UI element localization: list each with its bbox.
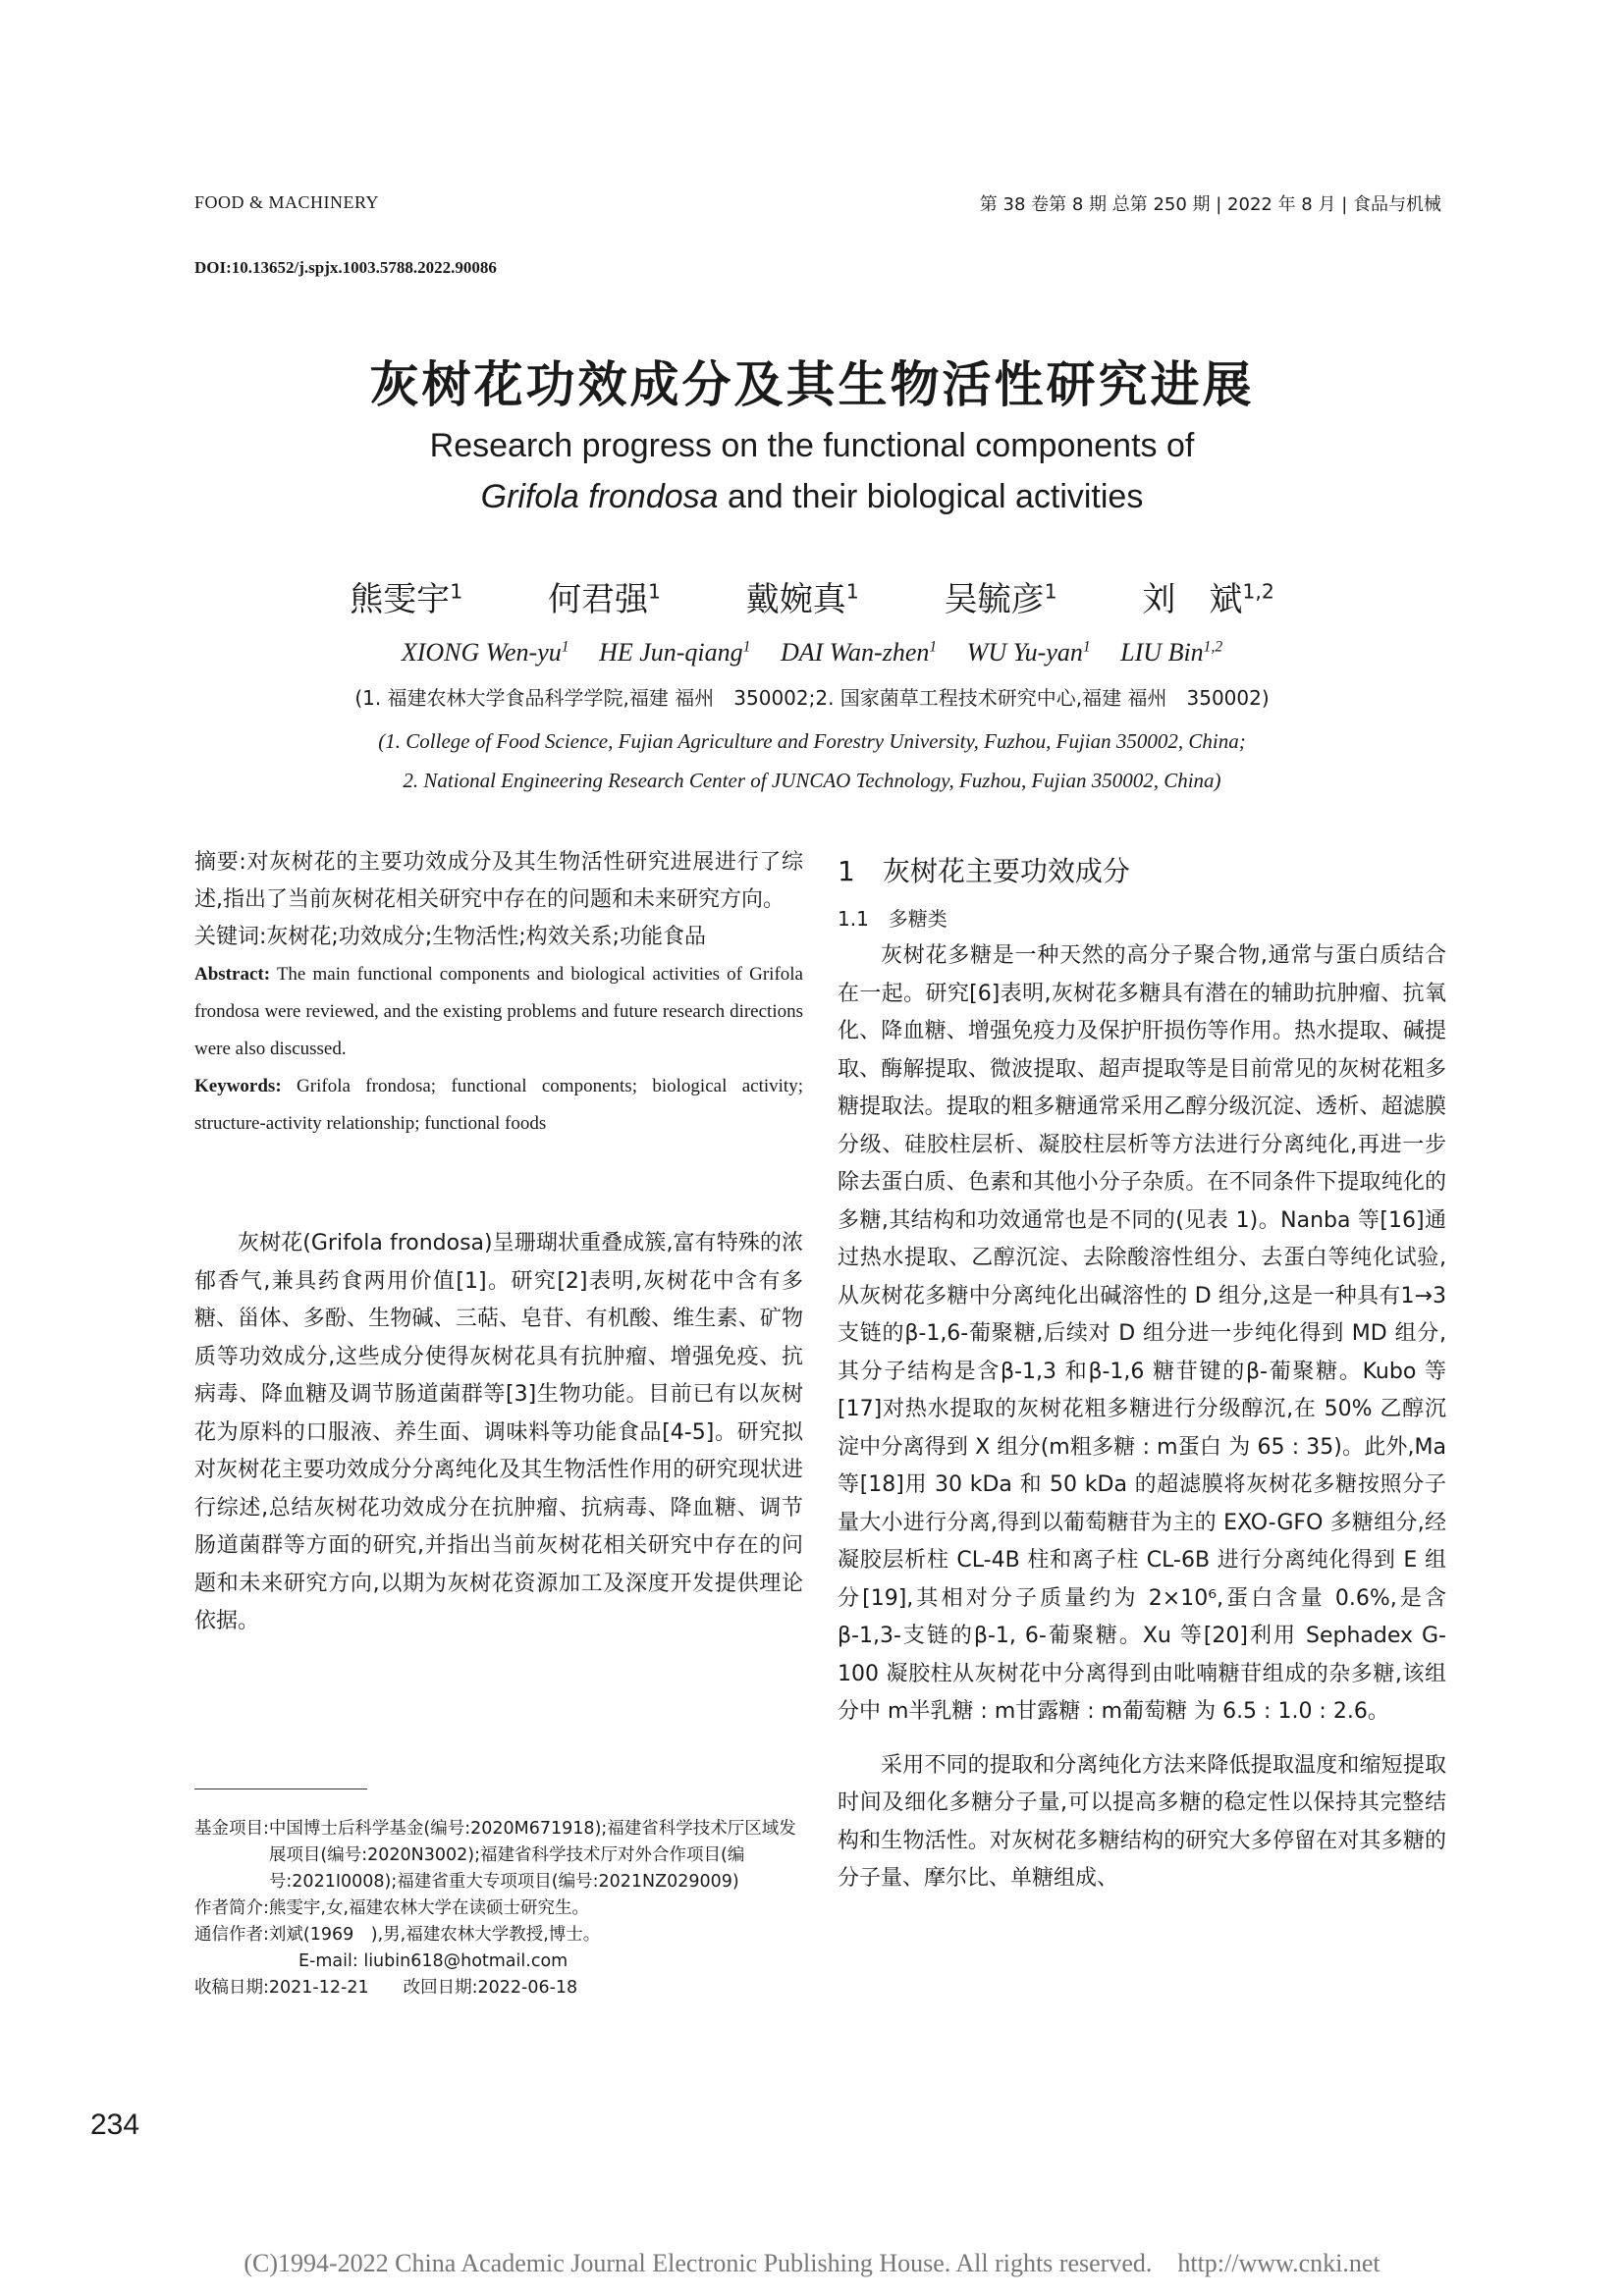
author-en: LIU Bin$^{1,2}$	[1120, 638, 1223, 667]
author-cn: 吴毓彦$^1$	[944, 579, 1057, 619]
intro-paragraph: 灰树花(Grifola frondosa)呈珊瑚状重叠成簇,富有特殊的浓郁香气,兼具药食两用价值[1]。研究[2]表明,灰树花中含有多糖、甾体、多酚、生物碱、三萜、皂苷、有机酸、维生素、矿物质等功效成分,这些成分使得灰树花具有抗肿瘤、增强免疫、抗病毒、降血糖及调节肠道菌群等[3]生物功能。目前已有以灰树花为原料的口服液、养生面、调味料等功能食品[4-5]。研究拟对灰树花主要功效成分分离纯化及其生物活性作用的研究现状进行综述,总结灰树花功效成分在抗肿瘤、抗病毒、降血糖、调节肠道菌群等方面的研究,并指出当前灰树花相关研究中存在的问题和未来研究方向,以期为灰树花资源加工及深度开发提供理论依据。	[194, 1231, 803, 1633]
footnote-dates: 收稿日期:2021-12-21 改回日期:2022-06-18	[194, 1978, 578, 1998]
title-english-line2-rest: and their biological activities	[718, 478, 1144, 515]
author-cn: 戴婉真$^1$	[745, 579, 859, 619]
body-paragraph: 采用不同的提取和分离纯化方法来降低提取温度和缩短提取时间及细化多糖分子量,可以提高多糖的稳定性以保持其完整结构和生物活性。对灰树花多糖结构的研究大多停留在对其多糖的分子量、摩尔比、单糖组成、	[838, 1752, 1446, 1891]
abstract-english	[194, 956, 803, 1068]
keywords-chinese: 关键词:灰树花;功效成分;生物活性;构效关系;功能食品	[194, 925, 707, 949]
doi[interactable]: DOI:10.13652/j.spjx.1003.5788.2022.90086	[194, 258, 497, 277]
authors-chinese	[0, 572, 1624, 620]
body-paragraph: 灰树花多糖是一种天然的高分子聚合物,通常与蛋白质结合在一起。研究[6]表明,灰树花多糖具有潜在的辅助抗肿瘤、抗氧化、降血糖、增强免疫力及保护肝损伤等作用。热水提取、碱提取、酶解提取、微波提取、超声提取等是目前常见的灰树花粗多糖提取法。提取的粗多糖通常采用乙醇分级沉淀、透析、超滤膜分级、硅胶柱层析、凝胶柱层析等方法进行分离纯化,再进一步除去蛋白质、色素和其他小分子杂质。在不同条件下提取纯化的多糖,其结构和功效通常也是不同的(见表 1)。Nanba 等[16]通过热水提取、乙醇沉淀、去除酸溶性组分、去蛋白等纯化试验,从灰树花多糖中分离纯化出碱溶性的 D 组分,这是一种具有1→3 支链的β-1,6-葡聚糖,后续对 D 组分进一步纯化得到 MD 组分,其分子结构是含β-1,3 和β-1,6 糖苷键的β-葡聚糖。Kubo 等[17]对热水提取的灰树花粗多糖进行分级醇沉,在 50% 乙醇沉淀中分离得到 X 组分(m粗多糖 : m蛋白 为 65 : 35)。此外,Ma 等[18]用 30 kDa 和 50 kDa 的超滤膜将灰树花多糖按照分子量大小进行分离,得到以葡萄糖苷为主的 EXO-GFO 多糖组分,经凝胶层析柱 CL-4B 柱和离子柱 CL-6B 进行分离纯化得到 E 组分[19],其相对分子质量约为 2×10⁶,蛋白含量 0.6%,是含β-1,3-支链的β-1, 6-葡聚糖。Xu 等[20]利用 Sephadex G-100 凝胶柱从灰树花中分离得到由吡喃糖苷组成的杂多糖,该组分中 m半乳糖 : m甘露糖 : m葡萄糖 为 6.5 : 1.0 : 2.6。	[838, 943, 1446, 1724]
footnote-fund: 基金项目: 中国博士后科学基金(编号:2020M671918);福建省科学技术厅区域发展项目(编号:2020N3002);福建省科学技术厅对外合作项目(编号:2021I0008);福建省重大专项项目(编号:2021NZ029009)	[194, 1819, 796, 1892]
author-en: WU Yu-yan$^1$	[966, 638, 1091, 667]
running-header-journal: FOOD & MACHINERY	[194, 192, 380, 212]
title-species-italic: Grifola frondosa	[480, 478, 719, 515]
abstract-english-label: Abstract:	[194, 964, 271, 985]
title-chinese: 灰树花功效成分及其生物活性研究进展	[369, 356, 1255, 413]
title-english	[0, 420, 1624, 522]
author-cn: 何君强$^1$	[547, 579, 661, 619]
footnotes	[194, 1816, 803, 2002]
footnote-author: 作者简介: 熊雯宇,女,福建农林大学在读硕士研究生。	[194, 1898, 590, 1918]
author-cn: 刘 斌$^{1,2}$	[1142, 579, 1274, 619]
affiliation-english-line2: 2. National Engineering Research Center of JUNCAO Technology, Fuzhou, Fujian 350002, China)	[403, 769, 1221, 792]
affiliation-english-line1: (1. College of Food Science, Fujian Agriculture and Forestry University, Fuzhou, Fujian 350002, China;	[378, 729, 1246, 753]
affiliation-chinese: (1. 福建农林大学食品科学学院,福建 福州 350002;2. 国家菌草工程技术研究中心,福建 福州 350002)	[354, 686, 1270, 710]
title-english-line2	[0, 471, 1624, 522]
running-header-issue: 第 38 卷第 8 期 总第 250 期 | 2022 年 8 月 | 食品与机械	[979, 194, 1441, 215]
footnote-corresponding: 通信作者: 刘斌(1969 ),男,福建农林大学教授,博士。	[194, 1925, 601, 1945]
authors-english	[0, 638, 1624, 667]
author-en: XIONG Wen-$yu^1$	[401, 638, 569, 667]
polysaccharide-section-body	[838, 937, 1446, 1898]
abstract-english-text: The main functional components and biological activities of Grifola frondosa were reviewed, and the existing problems and future research directions were also discussed.	[194, 964, 803, 1059]
keywords-english-text: Grifola frondosa; functional components; biological activity; structure-activity relationship; functional foods	[194, 1076, 803, 1134]
introduction	[194, 1225, 803, 1641]
copyright-watermark: (C)1994-2022 China Academic Journal Electronic Publishing House. All rights reserved. http://www.cnki.net	[244, 2249, 1380, 2277]
section-heading-1: 1 灰树花主要功效成分	[838, 855, 1130, 887]
page-number: 234	[90, 2109, 140, 2141]
abstract-block	[194, 844, 803, 1143]
title-english-line1: Research progress on the functional components of	[429, 427, 1195, 464]
keywords-english	[194, 1068, 803, 1143]
author-en: HE Jun-qiang$^1$	[599, 638, 751, 667]
author-en: DAI Wan-zhen$^1$	[780, 638, 938, 667]
author-cn: 熊雯宇$^1$	[350, 579, 463, 619]
section-heading-1-1: 1.1 多糖类	[838, 907, 947, 931]
abstract-chinese: 摘要:对灰树花的主要功效成分及其生物活性研究进展进行了综述,指出了当前灰树花相关研究中存在的问题和未来研究方向。	[194, 850, 803, 912]
footnote-email[interactable]: E-mail: liubin618@hotmail.com	[298, 1951, 568, 1971]
affiliation-english	[0, 721, 1624, 800]
keywords-english-label: Keywords:	[194, 1076, 282, 1096]
